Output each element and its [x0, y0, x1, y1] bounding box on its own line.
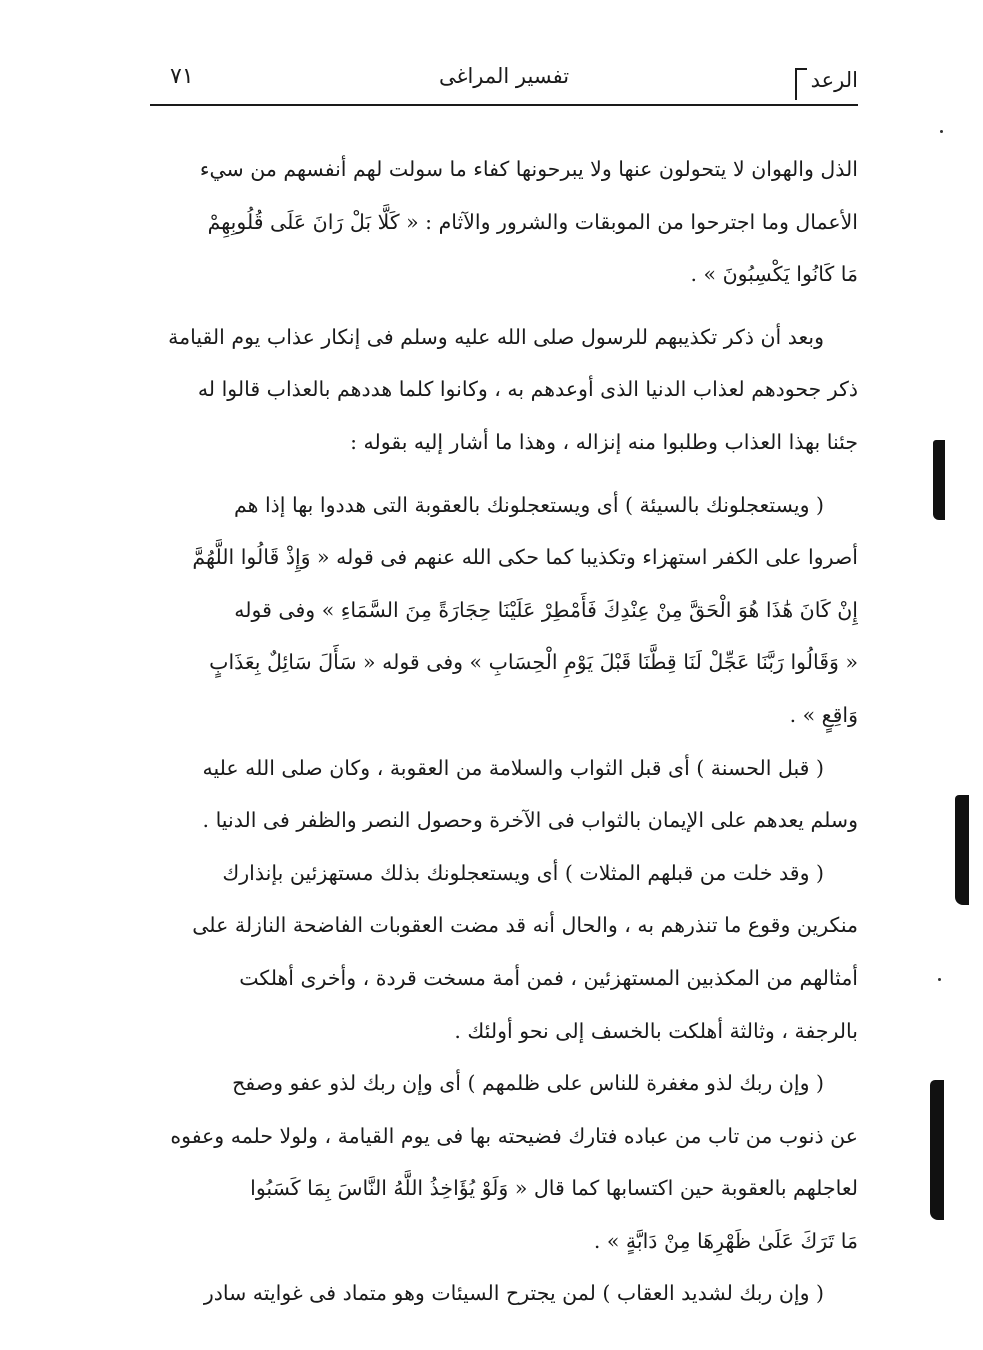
paragraph-gap	[150, 469, 858, 479]
text-line: ذكر جحودهم لعذاب الدنيا الذى أوعدهم به ، وكانوا كلما هددهم بالعذاب قالوا له	[197, 377, 858, 402]
text-line: الأعمال وما اجترحوا من الموبقات والشرور والآثام : « كَلَّا بَلْ رَانَ عَلَى قُلُوبِهِمْ	[207, 209, 858, 234]
text-line: « وَقَالُوا رَبَّنَا عَجِّلْ لَنَا قِطَّنَا قَبْلَ يَوْمِ الْحِسَابِ » وفى قوله « سَأَلَ سَائِلٌ بِعَذَابٍ	[209, 650, 858, 675]
scan-artifact	[933, 440, 945, 520]
paragraph	[150, 479, 858, 742]
text-line: بالرجفة ، وثالثة أهلكت بالخسف إلى نحو أولئك .	[454, 1018, 858, 1043]
text-line: ( وإن ربك لشديد العقاب ) لمن يجترح السيئات وهو متماد فى غوايته سادر	[203, 1281, 824, 1306]
text-line: منكرين وقوع ما تنذرهم به ، والحال أنه قد مضت العقوبات الفاضحة النازلة على	[192, 913, 858, 938]
text-line: ( وقد خلت من قبلهم المثلات ) أى ويستعجلونك بذلك مستهزئين بإنذارك	[222, 860, 824, 885]
scan-artifact	[930, 1080, 944, 1220]
text-line: لعاجلهم بالعقوبة حين اكتسابها كما قال « وَلَوْ يُؤَاخِذُ اللَّهُ النَّاسَ بِمَا كَسَبُوا	[250, 1176, 858, 1201]
text-line: الذل والهوان لا يتحولون عنها ولا يبرحونها كفاء ما سولت لهم أنفسهم من سيء	[199, 157, 858, 181]
chapter-label: الرعد	[810, 68, 858, 92]
text-line: إِنْ كَانَ هَٰذَا هُوَ الْحَقَّ مِنْ عِنْدِكَ فَأَمْطِرْ عَلَيْنَا حِجَارَةً مِنَ السَّمَاءِ » وفى قوله	[234, 597, 858, 622]
text-line: مَا تَرَكَ عَلَىٰ ظَهْرِهَا مِنْ دَابَّةٍ » .	[593, 1228, 858, 1253]
text-line: عن ذنوب من تاب من عباده فتارك فضيحته بها فى يوم القيامة ، ولولا حلمه وعفوه	[170, 1123, 858, 1148]
page-number: ٧١	[170, 64, 194, 89]
scan-artifact	[955, 795, 969, 905]
paragraph-gap	[150, 301, 858, 311]
text-line: ( وإن ربك لذو مغفرة للناس على ظلمهم ) أى وإن ربك لذو عفو وصفح	[232, 1071, 824, 1096]
paragraph	[150, 1057, 858, 1267]
page-header	[150, 62, 858, 106]
text-line: أمثالهم من المكذبين المستهزئين ، فمن أمة مسخت قردة ، وأخرى أهلكت	[239, 965, 858, 990]
header-rule	[150, 104, 858, 106]
text-line: أصروا على الكفر استهزاء وتكذيبا كما حكى الله عنهم فى قوله « وَإِذْ قَالُوا اللَّهُمَّ	[192, 545, 858, 570]
text-line: ( ويستعجلونك بالسيئة ) أى ويستعجلونك بالعقوبة التى هددوا بها إذا هم	[233, 492, 824, 517]
paragraph	[150, 847, 858, 1057]
text-line: وَاقِعٍ » .	[789, 702, 858, 727]
paragraph	[150, 742, 858, 847]
paragraph	[150, 1267, 858, 1320]
text-line: ( قبل الحسنة ) أى قبل الثواب والسلامة من العقوبة ، وكان صلى الله عليه	[202, 755, 824, 780]
text-line: مَا كَانُوا يَكْسِبُونَ » .	[690, 262, 858, 287]
paragraph	[150, 143, 858, 301]
scan-speck	[938, 978, 941, 981]
text-line: جئنا بهذا العذاب وطلبوا منه إنزاله ، وهذا ما أشار إليه بقوله :	[350, 429, 858, 454]
scan-speck	[940, 130, 943, 133]
paragraph	[150, 311, 858, 469]
body-text	[150, 143, 858, 1320]
text-line: وبعد أن ذكر تكذيبهم للرسول صلى الله عليه وسلم فى إنكار عذاب يوم القيامة	[168, 324, 824, 349]
book-title: تفسير المراغى	[438, 64, 570, 88]
text-line: وسلم يعدهم على الإيمان بالثواب فى الآخرة وحصول النصر والظفر فى الدنيا .	[202, 808, 858, 833]
